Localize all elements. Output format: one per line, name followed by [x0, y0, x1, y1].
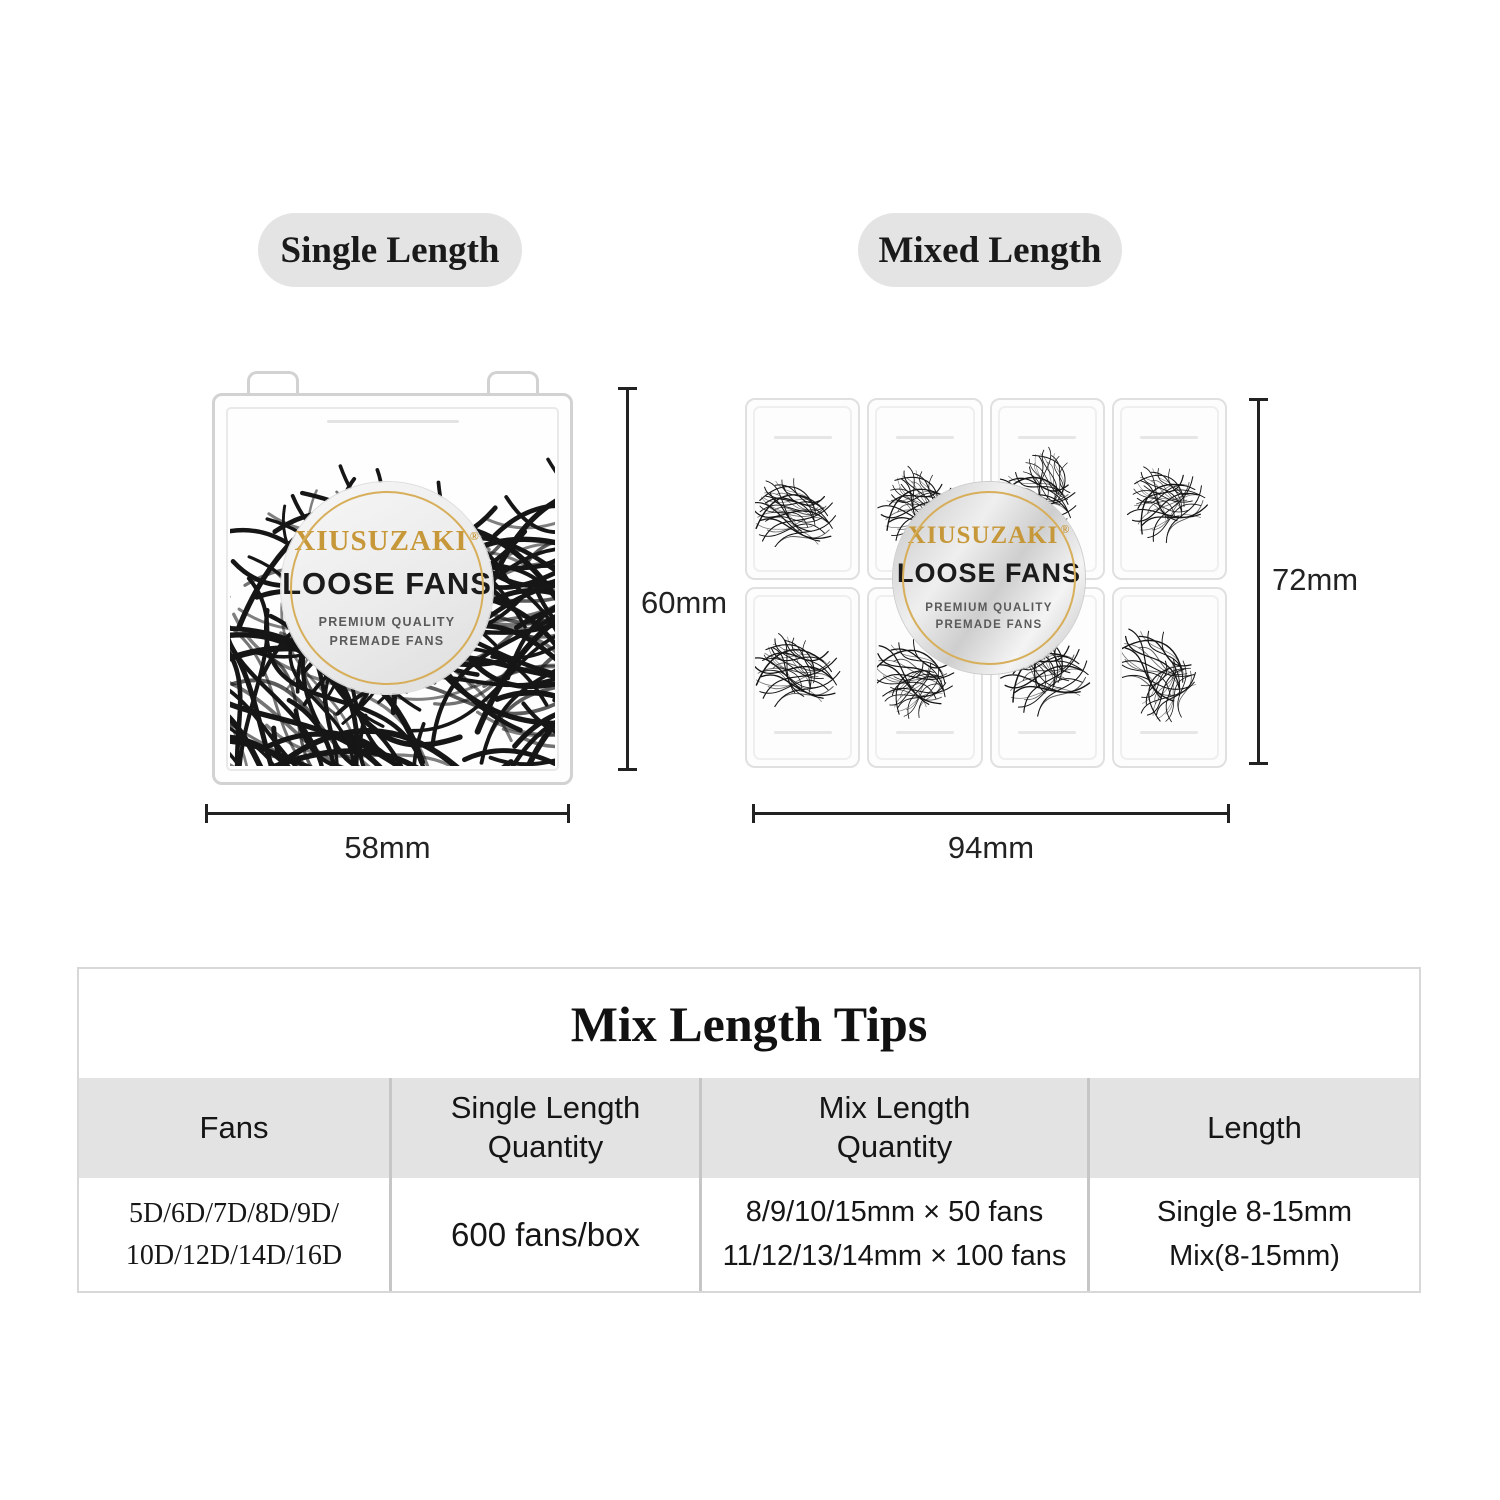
label-subtitle [925, 600, 1052, 635]
lash-cluster-illustration [1122, 597, 1217, 736]
brand-label [281, 482, 493, 694]
table-grid [79, 1078, 1419, 1291]
cell-line: 10D/12D/14D/16D [125, 1239, 343, 1271]
header-text: Length [1207, 1109, 1302, 1145]
lash-cluster-illustration [755, 597, 850, 736]
lash-cluster-illustration [755, 408, 850, 547]
cell-mix-quantity [699, 1178, 1087, 1291]
subtitle-line: PREMIUM QUALITY [925, 601, 1053, 614]
registered-mark: ® [1060, 522, 1071, 537]
subtitle-line: PREMADE FANS [329, 634, 445, 648]
dimension-label-height-single: 60mm [641, 585, 728, 620]
lash-cluster-illustration [1122, 408, 1217, 547]
cell-line: 5D/6D/7D/8D/9D/ [129, 1197, 339, 1229]
cell-line: 600 fans/box [451, 1215, 640, 1253]
compartment-cell [1112, 398, 1227, 580]
subtitle-line: PREMADE FANS [935, 619, 1043, 631]
dimension-line-horizontal [205, 812, 570, 815]
brand-name: XIUSUZAKI ® [907, 521, 1071, 549]
cell-line: 11/12/13/14mm × 100 fans [722, 1239, 1067, 1272]
header-text: Single Length Quantity [450, 1090, 641, 1164]
brand-name: XIUSUZAKI ® [294, 525, 480, 558]
spec-table [77, 967, 1421, 1293]
cell-single-quantity [389, 1178, 699, 1291]
column-header-length [1087, 1078, 1419, 1178]
column-header-fans [79, 1078, 389, 1178]
cell-fans [79, 1178, 389, 1291]
single-length-pill: Single Length [258, 213, 522, 287]
table-title: Mix Length Tips [570, 995, 928, 1052]
cell-line: Mix(8-15mm) [1169, 1239, 1340, 1272]
compartment-cell [745, 398, 860, 580]
label-subtitle [319, 613, 456, 651]
dimension-line-vertical [1257, 398, 1260, 765]
brand-label [893, 482, 1085, 674]
header-text: Mix Length Quantity [818, 1090, 971, 1164]
dimension-label-height-mixed: 72mm [1272, 562, 1359, 597]
dimension-label-width-single: 58mm [344, 830, 431, 865]
compartment-cell [745, 587, 860, 769]
dimension-line-horizontal [752, 812, 1230, 815]
cell-length [1087, 1178, 1419, 1291]
compartment-cell [1112, 587, 1227, 769]
product-name: LOOSE FANS [896, 557, 1082, 588]
column-header-mix-quantity [699, 1078, 1087, 1178]
mixed-length-pill: Mixed Length [858, 213, 1122, 287]
subtitle-line: PREMIUM QUALITY [318, 615, 456, 630]
header-text: Fans [199, 1109, 269, 1145]
dimension-label-width-mixed: 94mm [947, 830, 1035, 865]
cell-line: 8/9/10/15mm × 50 fans [745, 1196, 1044, 1228]
registered-mark: ® [469, 528, 480, 543]
dimension-line-vertical [626, 387, 629, 771]
cell-line: Single 8-15mm [1156, 1196, 1353, 1228]
product-name: LOOSE FANS [282, 566, 492, 602]
column-header-single-quantity [389, 1078, 699, 1178]
